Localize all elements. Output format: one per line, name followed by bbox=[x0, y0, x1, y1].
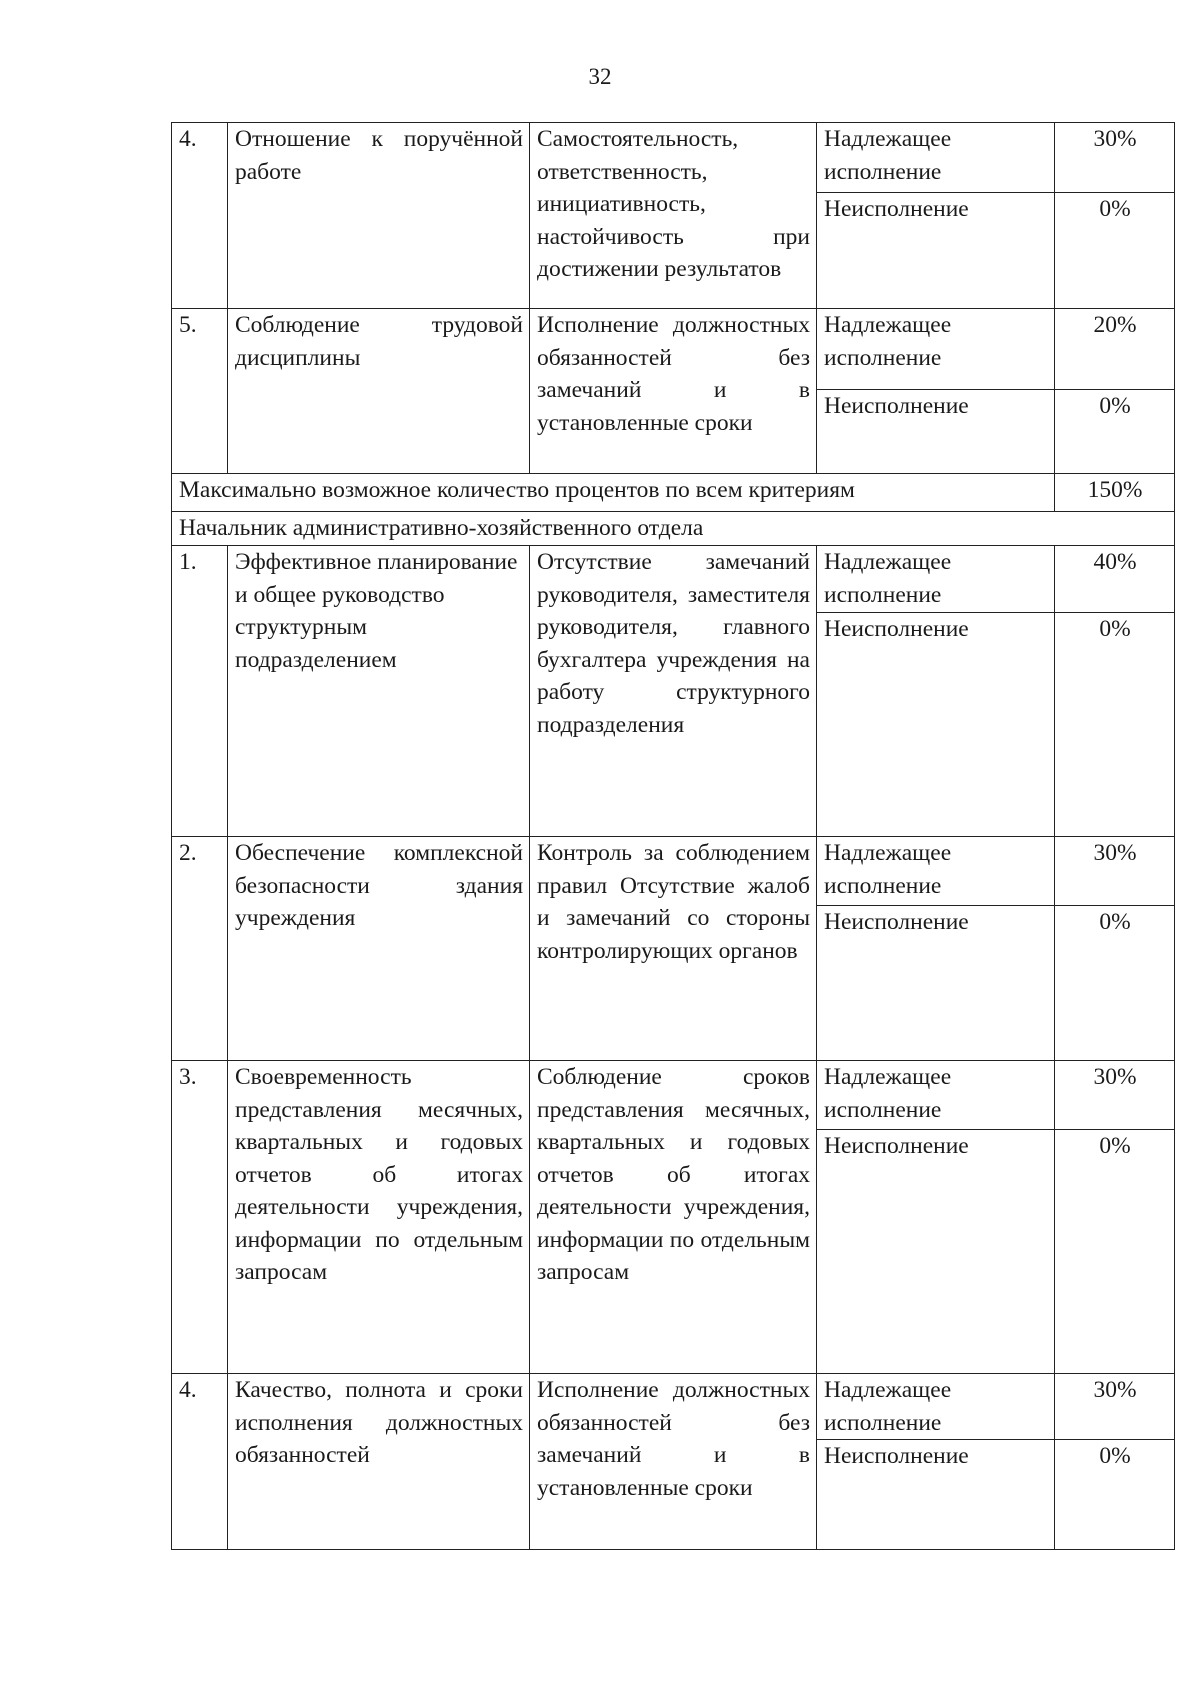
outcome-percent: 20% bbox=[1055, 309, 1175, 390]
outcome-label: Неисполнение bbox=[817, 1440, 1055, 1550]
table-row bbox=[172, 546, 1175, 613]
indicator-cell: Соблюдение сроков представления месячных, квартальных и годовых отчетов об итогах деятельности учреждения, информации по отдельным запросам bbox=[530, 1061, 817, 1374]
outcome-label: Неисполнение bbox=[817, 193, 1055, 309]
row-number: 3. bbox=[172, 1061, 228, 1374]
table-row bbox=[172, 1374, 1175, 1440]
outcome-label: Надлежащее исполнение bbox=[817, 309, 1055, 390]
criterion-cell: Качество, полнота и сроки исполнения должностных обязанностей bbox=[228, 1374, 530, 1550]
total-row bbox=[172, 474, 1175, 512]
outcome-label: Неисполнение bbox=[817, 613, 1055, 837]
indicator-cell: Отсутствие замечаний руководителя, заместителя руководителя, главного бухгалтера учреждения на работу структурного подразделения bbox=[530, 546, 817, 837]
indicator-cell: Исполнение должностных обязанностей без замечаний и в установленные сроки bbox=[530, 1374, 817, 1550]
row-number: 5. bbox=[172, 309, 228, 474]
table-row bbox=[172, 309, 1175, 390]
outcome-label: Надлежащее исполнение bbox=[817, 837, 1055, 906]
outcome-percent: 0% bbox=[1055, 193, 1175, 309]
indicator-cell: Самостоятельность, ответственность, инициативность, настойчивость при достижении результатов bbox=[530, 123, 817, 309]
section-heading: Начальник административно-хозяйственного отдела bbox=[172, 512, 1175, 546]
table-row bbox=[172, 837, 1175, 906]
outcome-label: Неисполнение bbox=[817, 1130, 1055, 1374]
criteria-table bbox=[171, 122, 1175, 1550]
criterion-cell: Отношение к поручённой работе bbox=[228, 123, 530, 309]
table-row bbox=[172, 1061, 1175, 1130]
outcome-percent: 40% bbox=[1055, 546, 1175, 613]
section-heading-row bbox=[172, 512, 1175, 546]
outcome-percent: 0% bbox=[1055, 613, 1175, 837]
criterion-cell: Эффективное планирование и общее руководство структурным подразделением bbox=[228, 546, 530, 837]
outcome-percent: 30% bbox=[1055, 1061, 1175, 1130]
outcome-percent: 0% bbox=[1055, 1440, 1175, 1550]
table-row bbox=[172, 123, 1175, 193]
outcome-label: Надлежащее исполнение bbox=[817, 123, 1055, 193]
criterion-cell: Своевременность представления месячных, квартальных и годовых отчетов об итогах деятельности учреждения, информации по отдельным запросам bbox=[228, 1061, 530, 1374]
outcome-percent: 0% bbox=[1055, 1130, 1175, 1374]
criterion-cell: Соблюдение трудовой дисциплины bbox=[228, 309, 530, 474]
outcome-label: Надлежащее исполнение bbox=[817, 1374, 1055, 1440]
total-value: 150% bbox=[1055, 474, 1175, 512]
outcome-percent: 0% bbox=[1055, 390, 1175, 474]
total-label: Максимально возможное количество процентов по всем критериям bbox=[172, 474, 1055, 512]
page-number: 32 bbox=[588, 64, 612, 89]
row-number: 2. bbox=[172, 837, 228, 1061]
outcome-label: Надлежащее исполнение bbox=[817, 1061, 1055, 1130]
outcome-percent: 30% bbox=[1055, 123, 1175, 193]
criterion-cell: Обеспечение комплексной безопасности здания учреждения bbox=[228, 837, 530, 1061]
indicator-cell: Исполнение должностных обязанностей без замечаний и в установленные сроки bbox=[530, 309, 817, 474]
outcome-label: Неисполнение bbox=[817, 390, 1055, 474]
outcome-percent: 30% bbox=[1055, 837, 1175, 906]
outcome-percent: 0% bbox=[1055, 906, 1175, 1061]
outcome-label: Неисполнение bbox=[817, 906, 1055, 1061]
outcome-percent: 30% bbox=[1055, 1374, 1175, 1440]
row-number: 4. bbox=[172, 123, 228, 309]
row-number: 1. bbox=[172, 546, 228, 837]
outcome-label: Надлежащее исполнение bbox=[817, 546, 1055, 613]
row-number: 4. bbox=[172, 1374, 228, 1550]
indicator-cell: Контроль за соблюдением правил Отсутствие жалоб и замечаний со стороны контролирующих органов bbox=[530, 837, 817, 1061]
